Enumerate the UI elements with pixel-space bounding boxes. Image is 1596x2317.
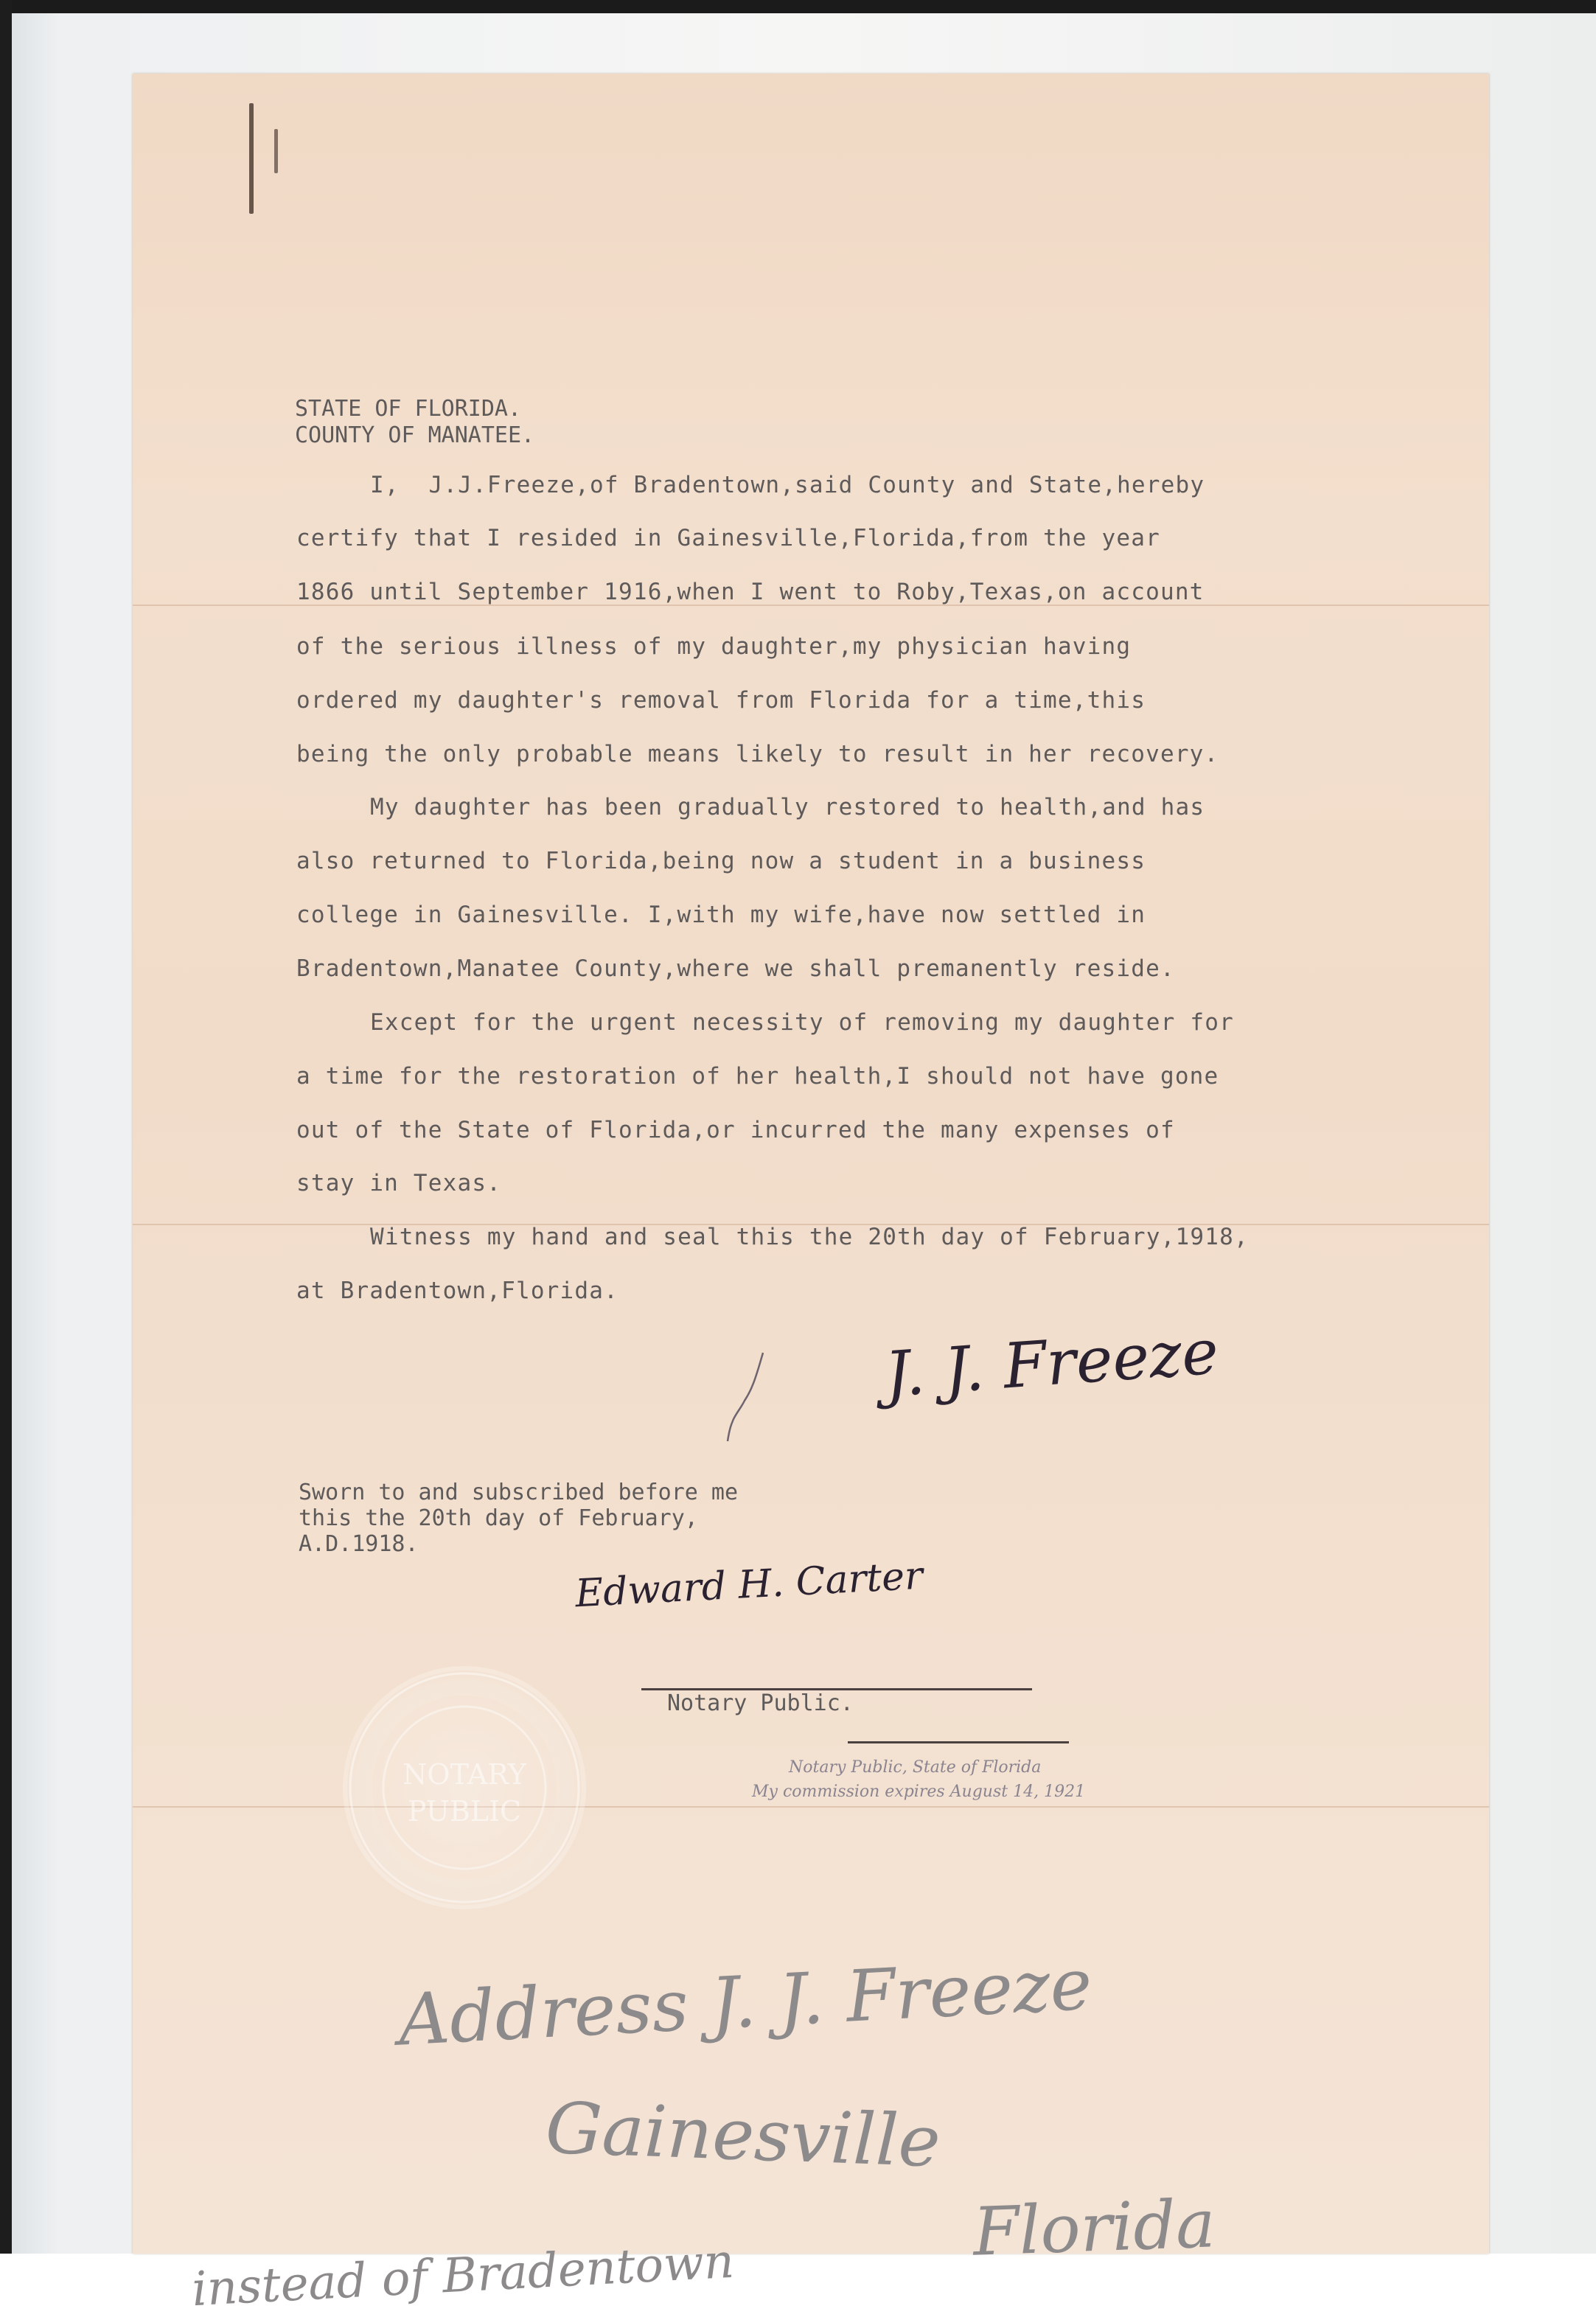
pencil-city: Gainesville bbox=[544, 2086, 942, 2184]
staple-mark bbox=[274, 129, 278, 173]
body-line: at Bradentown,Florida. bbox=[296, 1278, 618, 1304]
heading-state: STATE OF FLORIDA. bbox=[295, 396, 522, 422]
body-line: Except for the urgent necessity of removing my daughter for bbox=[370, 1009, 1234, 1036]
document-page bbox=[133, 74, 1489, 2317]
signature-scribble bbox=[711, 1349, 778, 1445]
body-line: being the only probable means likely to result in her recovery. bbox=[296, 741, 1219, 767]
body-line: Bradentown,Manatee County,where we shall premanently reside. bbox=[296, 955, 1175, 982]
body-line: stay in Texas. bbox=[296, 1170, 502, 1196]
fold-line bbox=[133, 1806, 1489, 1808]
notary-signature: Edward H. Carter bbox=[574, 1553, 924, 1617]
seal-emboss bbox=[343, 1666, 586, 1909]
scan-left-border bbox=[0, 0, 12, 2254]
body-line: 1866 until September 1916,when I went to Roby,Texas,on account bbox=[296, 579, 1205, 605]
pencil-state: Florida bbox=[972, 2185, 1217, 2271]
notary-seal bbox=[343, 1666, 586, 1909]
body-line: college in Gainesville. I,with my wife,have now settled in bbox=[296, 902, 1146, 928]
notary-title: Notary Public. bbox=[667, 1690, 854, 1716]
body-line: of the serious illness of my daughter,my physician having bbox=[296, 633, 1132, 660]
pencil-note: instead of Bradentown bbox=[190, 2234, 736, 2317]
stamp-line: Notary Public, State of Florida bbox=[789, 1758, 1042, 1777]
body-line: also returned to Florida,being now a student in a business bbox=[296, 848, 1146, 874]
heading-county: COUNTY OF MANATEE. bbox=[295, 422, 535, 448]
seal-text: NOTARY bbox=[403, 1758, 526, 1791]
body-line: My daughter has been gradually restored to health,and has bbox=[370, 794, 1205, 820]
body-line: I, J.J.Freeze,of Bradentown,said County and State,hereby bbox=[370, 472, 1205, 498]
body-line: out of the State of Florida,or incurred the many expenses of bbox=[296, 1117, 1175, 1143]
jurat-line: A.D.1918. bbox=[299, 1531, 419, 1557]
jurat-line: this the 20th day of February, bbox=[299, 1505, 698, 1531]
pencil-address: Address J. J. Freeze bbox=[396, 1943, 1094, 2062]
scan-top-border bbox=[0, 0, 1596, 13]
jurat-line: Sworn to and subscribed before me bbox=[299, 1480, 739, 1505]
body-line: ordered my daughter's removal from Florida for a time,this bbox=[296, 687, 1146, 714]
stamp-line: My commission expires August 14, 1921 bbox=[752, 1783, 1086, 1801]
seal-text: PUBLIC bbox=[407, 1795, 522, 1828]
body-line: a time for the restoration of her health,I should not have gone bbox=[296, 1063, 1219, 1090]
staple-mark bbox=[249, 103, 254, 214]
affiant-signature: J. J. Freeze bbox=[882, 1315, 1221, 1411]
stamp-rule bbox=[848, 1741, 1069, 1743]
body-line: Witness my hand and seal this the 20th day of February,1918, bbox=[370, 1224, 1249, 1250]
body-line: certify that I resided in Gainesville,Florida,from the year bbox=[296, 525, 1160, 551]
